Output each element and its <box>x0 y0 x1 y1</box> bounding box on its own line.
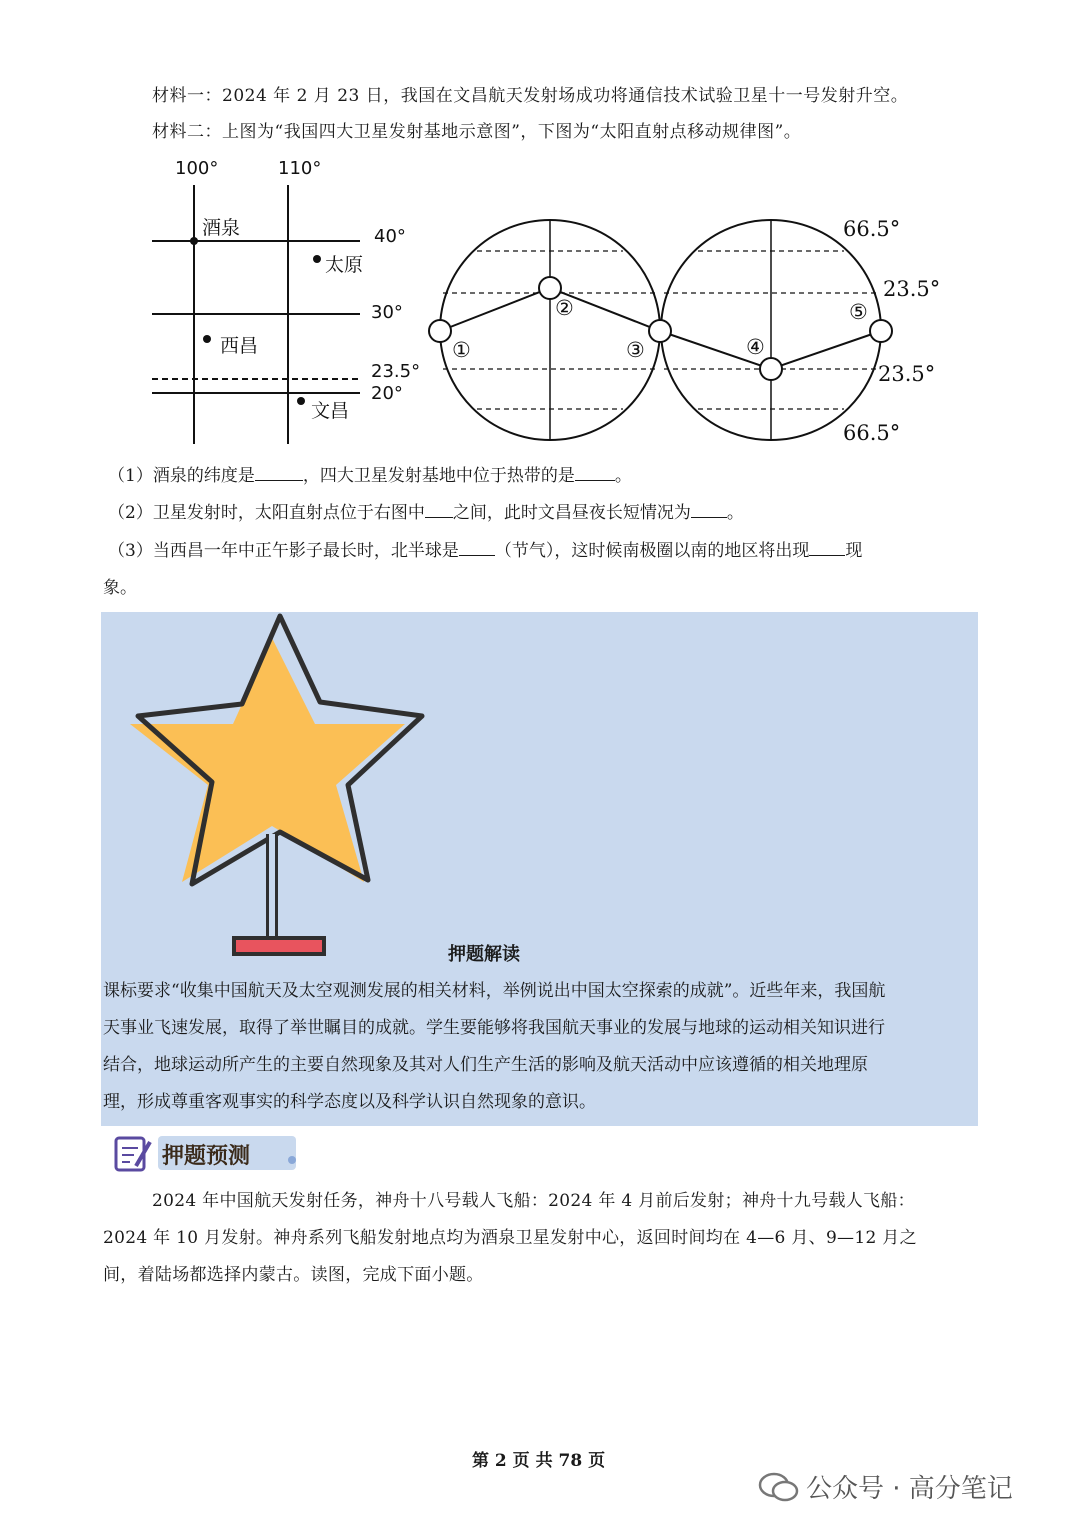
point-5-label: ⑤ <box>849 300 868 324</box>
material-line-2: 材料二：上图为“我国四大卫星发射基地示意图”，下图为“太阳直射点移动规律图”。 <box>152 122 802 142</box>
point-2-label: ② <box>555 296 574 320</box>
interpretation-line-4: 理，形成尊重客观事实的科学态度以及科学认识自然现象的意识。 <box>103 1092 596 1112</box>
sun-direct-point-diagram <box>420 200 910 460</box>
lat-20-label: 20° <box>371 383 403 404</box>
q2-text-c: 。 <box>726 503 744 523</box>
prediction-line-1: 2024 年中国航天发射任务，神舟十八号载人飞船：2024 年 4 月前后发射；神舟十九号载人飞船： <box>152 1191 915 1211</box>
q1-text-a: （1）酒泉的纬度是 <box>108 466 255 486</box>
jiuquan-label: 酒泉 <box>202 217 241 239</box>
taiyuan-label: 太原 <box>325 254 364 276</box>
point-1 <box>429 320 451 342</box>
interpretation-title: 押题解读 <box>448 944 520 965</box>
jiuquan-dot <box>190 237 198 245</box>
prediction-line-3: 间，着陆场都选择内蒙古。读图，完成下面小题。 <box>103 1265 484 1285</box>
point-4 <box>760 358 782 380</box>
prediction-label: 押题预测 <box>162 1143 251 1169</box>
taiyuan-dot <box>313 255 321 263</box>
point-3-label: ③ <box>626 338 645 362</box>
q1-blank-1[interactable] <box>255 464 303 481</box>
lon-110-label: 110° <box>278 158 322 179</box>
prediction-dot <box>288 1156 296 1164</box>
q2-blank-1[interactable] <box>425 501 453 518</box>
prediction-line-2: 2024 年 10 月发射。神舟系列飞船发射地点均为酒泉卫星发射中心，返回时间均在 4—6 月、9—12 月之 <box>103 1228 917 1248</box>
lat-30-label: 30° <box>371 302 403 323</box>
globe-tropic-s-label: 23.5° <box>878 362 936 386</box>
q2-text-a: （2）卫星发射时，太阳直射点位于右图中 <box>108 503 425 523</box>
star-icon <box>120 612 440 962</box>
interpretation-line-2: 天事业飞速发展，取得了举世瞩目的成就。学生要能够将我国航天事业的发展与地球的运动相关知识进行 <box>103 1018 885 1038</box>
question-3-continued: 象。 <box>103 578 137 598</box>
notepad-pen-icon <box>116 1138 150 1170</box>
q3-text-a: （3）当西昌一年中正午影子最长时，北半球是 <box>108 541 459 561</box>
globe-arctic-label: 66.5° <box>843 217 901 241</box>
q1-blank-2[interactable] <box>575 464 615 481</box>
q3-blank-2[interactable] <box>809 539 845 556</box>
wenchang-label: 文昌 <box>311 400 350 422</box>
material-line-1: 材料一：2024 年 2 月 23 日，我国在文昌航天发射场成功将通信技术试验卫星十一号发射升空。 <box>152 86 909 106</box>
point-4-label: ④ <box>746 335 765 359</box>
q3-text-c: 现 <box>845 541 863 561</box>
q2-blank-2[interactable] <box>691 501 727 518</box>
q2-text-b: 之间，此时文昌昼夜长短情况为 <box>452 503 691 523</box>
q1-text-c: 。 <box>614 466 632 486</box>
lon-100-label: 100° <box>175 158 219 179</box>
wechat-icon <box>758 1470 800 1504</box>
xichang-label: 西昌 <box>220 335 259 357</box>
star-stand-base <box>234 938 324 954</box>
globe-tropic-n-label: 23.5° <box>883 277 941 301</box>
q3-blank-1[interactable] <box>459 539 495 556</box>
interpretation-line-3: 结合，地球运动所产生的主要自然现象及其对人们生产生活的影响及航天活动中应该遵循的相关地理原 <box>103 1055 868 1075</box>
q1-text-b: ，四大卫星发射基地中位于热带的是 <box>302 466 575 486</box>
page-footer: 第 2 页 共 78 页 <box>472 1451 606 1471</box>
lat-40-label: 40° <box>374 226 406 247</box>
point-5 <box>870 320 892 342</box>
question-3 <box>108 539 862 563</box>
point-1-label: ① <box>452 338 471 362</box>
q3-text-b: （节气），这时候南极圈以南的地区将出现 <box>494 541 810 561</box>
xichang-dot <box>203 335 211 343</box>
question-2 <box>108 501 744 525</box>
point-3 <box>649 320 671 342</box>
lat-23-label: 23.5° <box>371 361 421 382</box>
globe-antarctic-label: 66.5° <box>843 421 901 445</box>
question-1 <box>108 464 632 488</box>
watermark-text: 公众号 · 高分笔记 <box>806 1474 1013 1504</box>
wenchang-dot <box>297 397 305 405</box>
interpretation-line-1: 课标要求“收集中国航天及太空观测发展的相关材料，举例说出中国太空探索的成就”。近些年来，我国航 <box>103 981 886 1001</box>
